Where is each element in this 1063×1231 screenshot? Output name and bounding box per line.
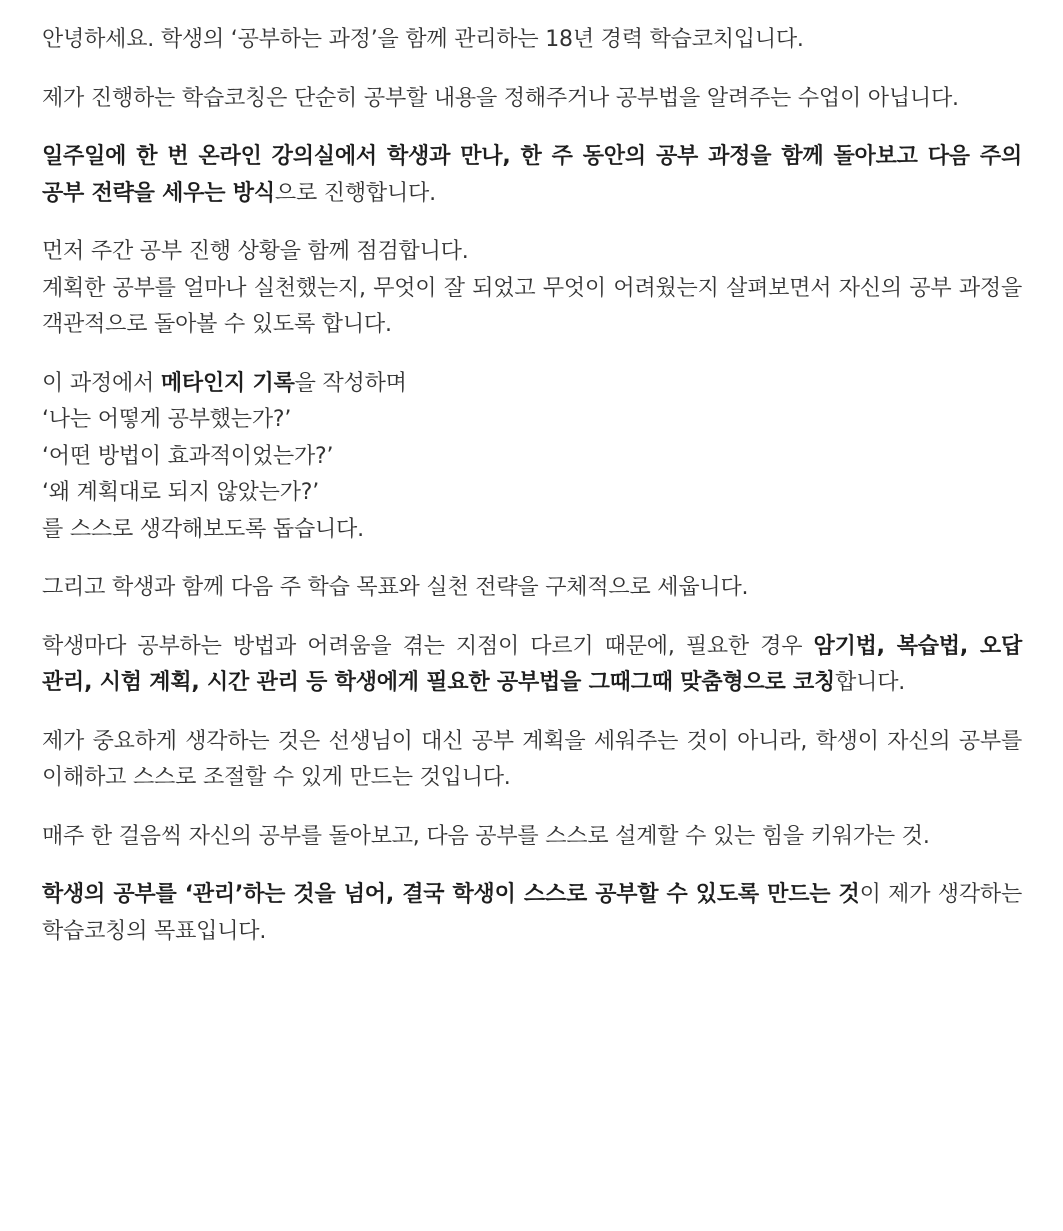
body-text: 이 과정에서	[42, 370, 161, 396]
coaching-definition-paragraph	[42, 81, 1022, 118]
body-text: 를 스스로 생각해보도록 돕습니다.	[42, 516, 364, 542]
text-line	[42, 81, 1022, 118]
text-line	[42, 877, 1022, 950]
bold-text: 학생의 공부를 ‘관리’하는 것을 넘어, 결국 학생이 스스로 공부할 수 있도록 만드는 것	[42, 882, 860, 907]
bold-text: 일주일에 한 번 온라인 강의실에서 학생과 만나, 한 주 동안의 공부 과정을 함께 돌아보고 다음 주의 공부 전략을 세우는 방식	[42, 144, 1022, 206]
body-text: 안녕하세요. 학생의 ‘공부하는 과정’을 함께 관리하는 18년 경력 학습코치입니다.	[42, 27, 804, 52]
text-line	[42, 629, 1022, 702]
body-text: 먼저 주간 공부 진행 상황을 함께 점검합니다.	[42, 239, 469, 264]
text-line	[42, 271, 1022, 344]
body-text: ‘어떤 방법이 효과적이었는가?’	[42, 443, 334, 469]
body-text: 매주 한 걸음씩 자신의 공부를 돌아보고, 다음 공부를 스스로 설계할 수 있는 힘을 키워가는 것.	[42, 823, 930, 849]
weekly-check-paragraph	[42, 234, 1022, 344]
body-text: 그리고 학생과 함께 다음 주 학습 목표와 실천 전략을 구체적으로 세웁니다.	[42, 575, 749, 600]
text-line	[42, 724, 1022, 797]
body-text: 학생마다 공부하는 방법과 어려움을 겪는 지점이 다르기 때문에, 필요한 경우	[42, 633, 814, 659]
text-line	[42, 819, 1022, 856]
text-line	[42, 439, 1022, 476]
text-line	[42, 570, 1022, 607]
body-text: 이 제가 생각하는 학습코칭의 목표입니다.	[42, 882, 1023, 944]
body-text: ‘왜 계획대로 되지 않았는가?’	[42, 480, 320, 505]
text-line	[42, 512, 1022, 549]
weekly-method-paragraph	[42, 139, 1022, 212]
body-text: 합니다.	[835, 670, 906, 695]
intro-paragraph	[42, 22, 1022, 59]
closing-goal-paragraph	[42, 877, 1022, 950]
metacognition-paragraph	[42, 366, 1022, 549]
body-text: 을 작성하며	[294, 370, 407, 396]
goal-setting-paragraph	[42, 570, 1022, 607]
bold-text: 메타인지 기록	[160, 370, 295, 396]
body-text: 으로 진행합니다.	[274, 180, 436, 206]
body-text: 제가 진행하는 학습코칭은 단순히 공부할 내용을 정해주거나 공부법을 알려주는 수업이 아닙니다.	[42, 85, 959, 111]
philosophy-paragraph	[42, 724, 1022, 797]
weekly-growth-paragraph	[42, 819, 1022, 856]
body-text: 제가 중요하게 생각하는 것은 선생님이 대신 공부 계획을 세워주는 것이 아니라, 학생이 자신의 공부를 이해하고 스스로 조절할 수 있게 만드는 것입니다.	[42, 728, 1022, 790]
text-line	[42, 402, 1022, 439]
text-line	[42, 234, 1022, 271]
custom-coaching-paragraph	[42, 629, 1022, 702]
text-line	[42, 139, 1022, 212]
text-line	[42, 366, 1022, 403]
bold-text: 암기법, 복습법, 오답 관리, 시험 계획, 시간 관리 등 학생에게 필요한 공부법을 그때그때 맞춤형으로 코칭	[42, 633, 1022, 695]
article-body	[42, 22, 1022, 950]
text-line	[42, 22, 1022, 59]
body-text: 계획한 공부를 얼마나 실천했는지, 무엇이 잘 되었고 무엇이 어려웠는지 살펴보면서 자신의 공부 과정을 객관적으로 돌아볼 수 있도록 합니다.	[42, 275, 1022, 337]
body-text: ‘나는 어떻게 공부했는가?’	[42, 407, 292, 432]
text-line	[42, 475, 1022, 512]
